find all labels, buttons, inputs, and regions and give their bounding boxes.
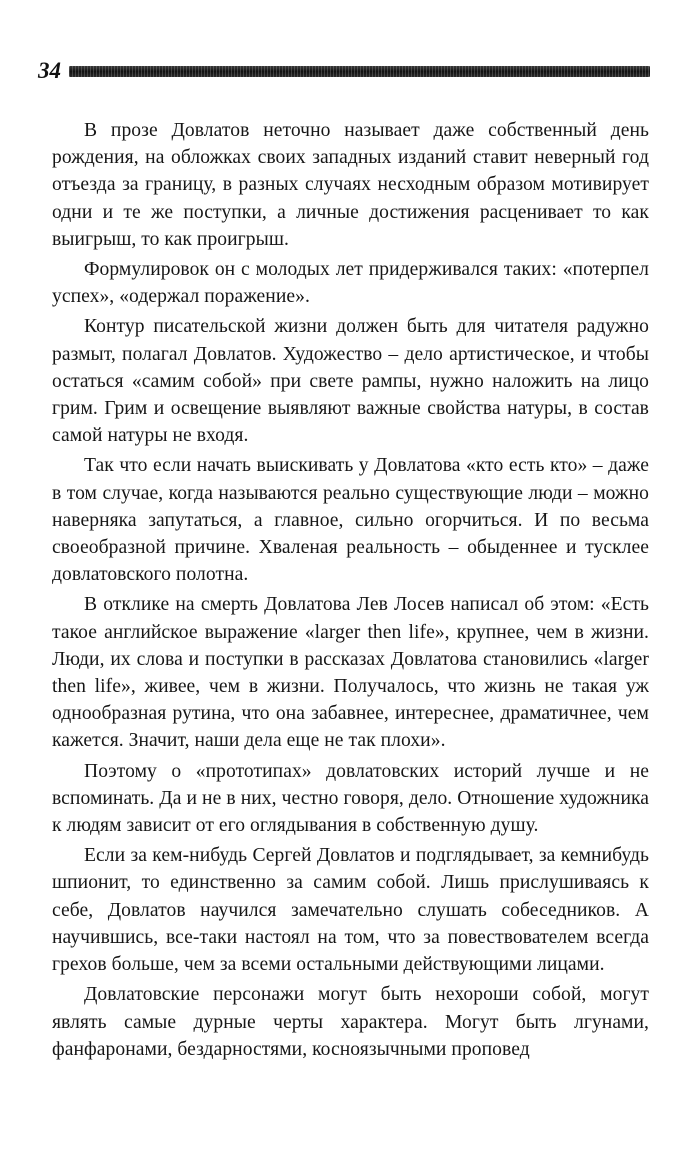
paragraph: Поэтому о «прототипах» довлатовских историй лучше и не вспоминать. Да и не в них, честно говоря, дело. Отношение художника к людям зависит от его оглядывания в собственную душу.	[52, 760, 649, 837]
paragraph: Так что если начать выискивать у Довлатова «кто есть кто» – даже в том случае, когда называются реально существующие люди – можно наверняка запутаться, а главное, сильно огорчиться. И по весьма своеобразной причине. Хваленая реальность – обыденнее и тусклее довлатовского полотна.	[52, 455, 649, 586]
paragraph: Довлатовские персонажи могут быть нехороши собой, могут являть самые дурные черты характера. Могут быть лгунами, фанфаронами, бездарностями, косноязычными проповед	[52, 984, 649, 1060]
paragraph: Контур писательской жизни должен быть для читателя радужно размыт, полагал Довлатов. Художество – дело артистическое, и чтобы остаться «самим собой» при свете рампы, нужно наложить на лицо грим. Грим и освещение выявляют важные свойства натуры, в состав самой натуры не входя.	[52, 316, 649, 447]
header-rule	[69, 66, 650, 77]
body-text	[52, 117, 649, 1063]
page-header	[38, 56, 650, 86]
paragraph: В отклике на смерть Довлатова Лев Лосев написал об этом: «Есть такое английское выражение «larger then life», крупнее, чем в жизни. Люди, их слова и поступки в рассказах Довлатова становились «larger then life», живее, чем в жизни. Получалось, что жизнь не такая уж однообразная рутина, что она забавнее, интереснее, драматичнее, чем кажется. Значит, наши дела еще не так плохи».	[52, 594, 649, 752]
paragraph: В прозе Довлатов неточно называет даже собственный день рождения, на обложках своих западных изданий ставит неверный год отъезда за границу, в разных случаях несходным образом мотивирует одни и те же поступки, а личные достижения расценивает то как выигрыш, то как проигрыш.	[52, 120, 649, 250]
paragraph: Если за кем-нибудь Сергей Довлатов и подглядывает, за кемнибудь шпионит, то единственно за самим собой. Лишь прислушиваясь к себе, Довлатов научился замечательно слушать собеседников. А научившись, все-таки настоял на том, что за повествователем всегда грехов больше, чем за всеми остальными действующими лицами.	[52, 845, 649, 976]
page-number: 34	[38, 58, 61, 83]
paragraph: Формулировок он с молодых лет придерживался таких: «потерпел успех», «одержал поражение».	[52, 259, 649, 308]
